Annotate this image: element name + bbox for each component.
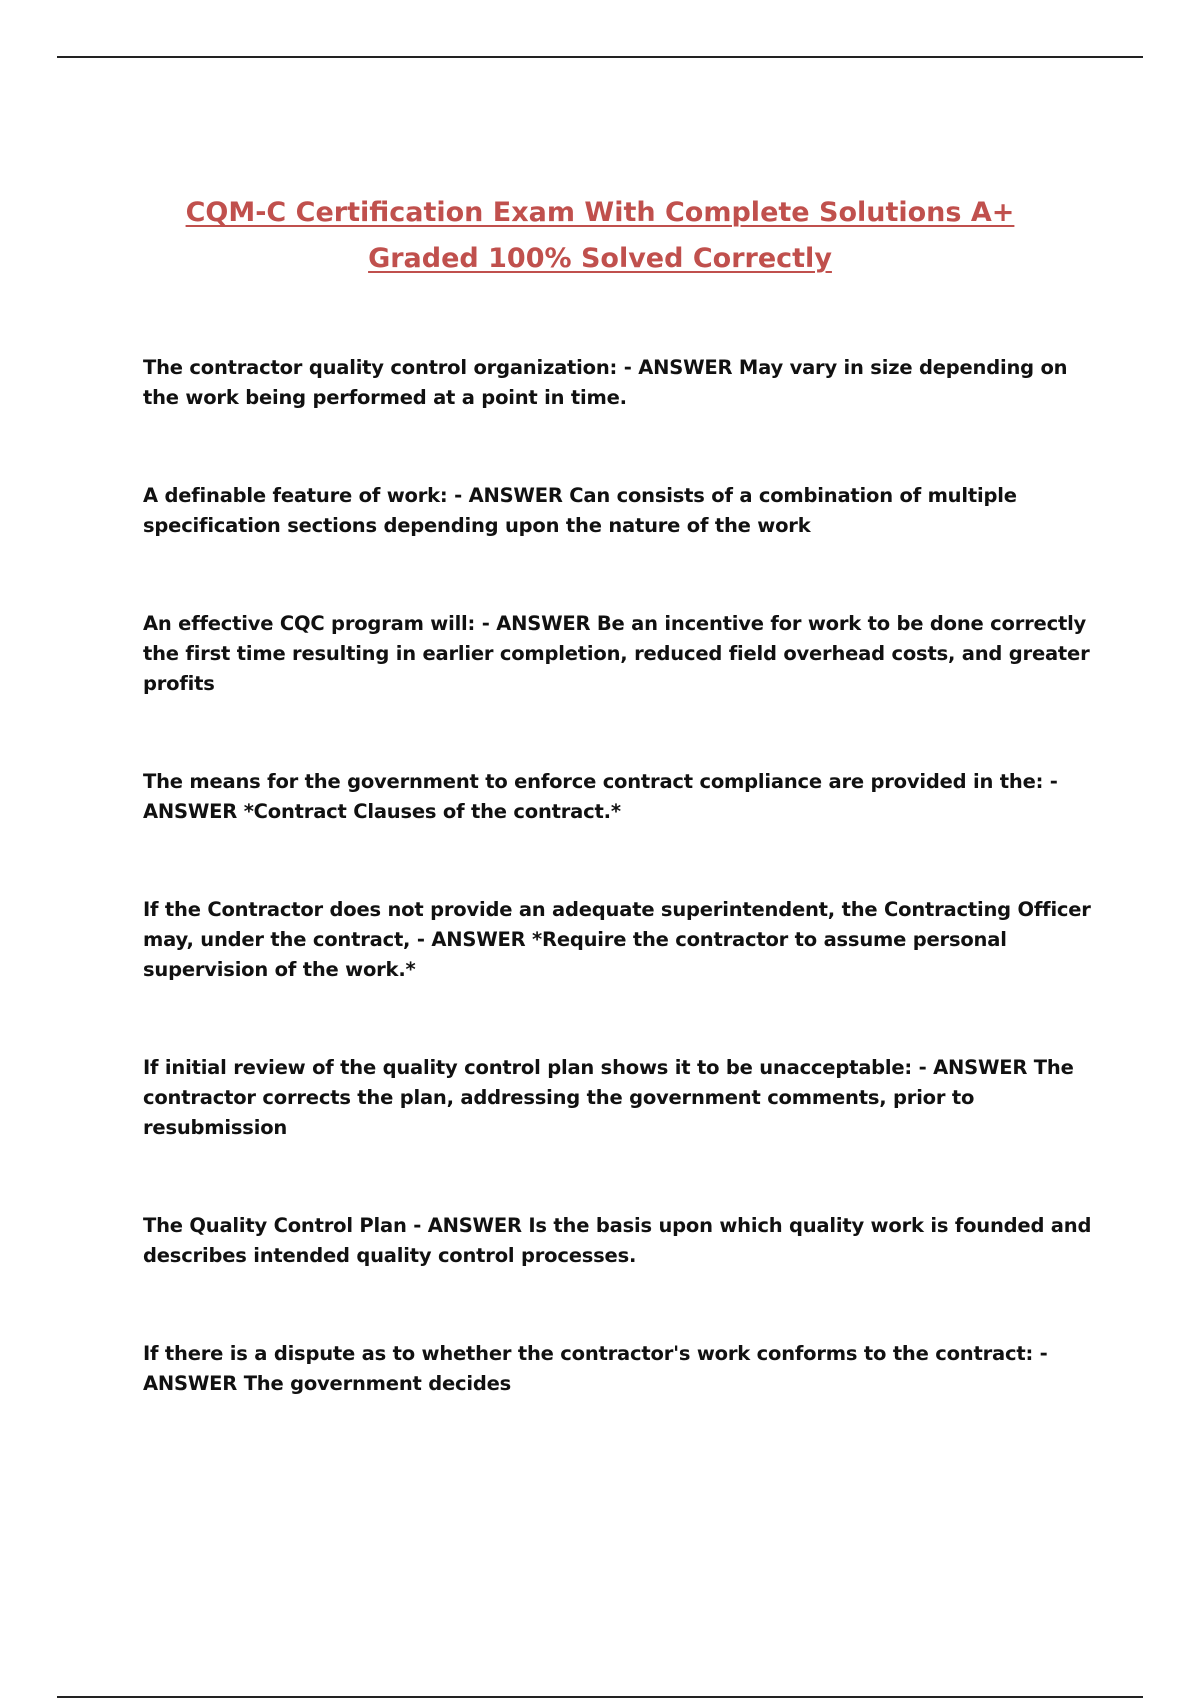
- title-line-1: CQM-C Certification Exam With Complete Solutions A+: [185, 197, 1015, 228]
- qa-item: An effective CQC program will: - ANSWER Be an incentive for work to be done correctly the first time resulting in earlier completion, reduced field overhead costs, and greater profits: [143, 612, 1090, 695]
- qa-item: The Quality Control Plan - ANSWER Is the basis upon which quality work is founded and describes intended quality control processes.: [143, 1214, 1092, 1267]
- qa-item: If there is a dispute as to whether the contractor's work conforms to the contract: - ANSWER The government decides: [143, 1342, 1048, 1395]
- qa-list: [143, 353, 1103, 1399]
- qa-item: The contractor quality control organization: - ANSWER May vary in size depending on the work being performed at a point in time.: [143, 356, 1068, 409]
- document-title: [0, 190, 1200, 282]
- top-rule: [57, 56, 1143, 58]
- qa-item: If initial review of the quality control plan shows it to be unacceptable: - ANSWER The contractor corrects the plan, addressing the government comments, prior to resubmission: [143, 1056, 1074, 1139]
- title-line-2: Graded 100% Solved Correctly: [368, 243, 832, 274]
- qa-item: If the Contractor does not provide an adequate superintendent, the Contracting Officer may, under the contract, - ANSWER *Require the contractor to assume personal supervision of the work.*: [143, 898, 1091, 981]
- bottom-rule: [57, 1696, 1143, 1698]
- qa-item: A definable feature of work: - ANSWER Can consists of a combination of multiple specification sections depending upon the nature of the work: [143, 484, 1017, 537]
- qa-item: The means for the government to enforce contract compliance are provided in the: - ANSWER *Contract Clauses of the contract.*: [143, 770, 1058, 823]
